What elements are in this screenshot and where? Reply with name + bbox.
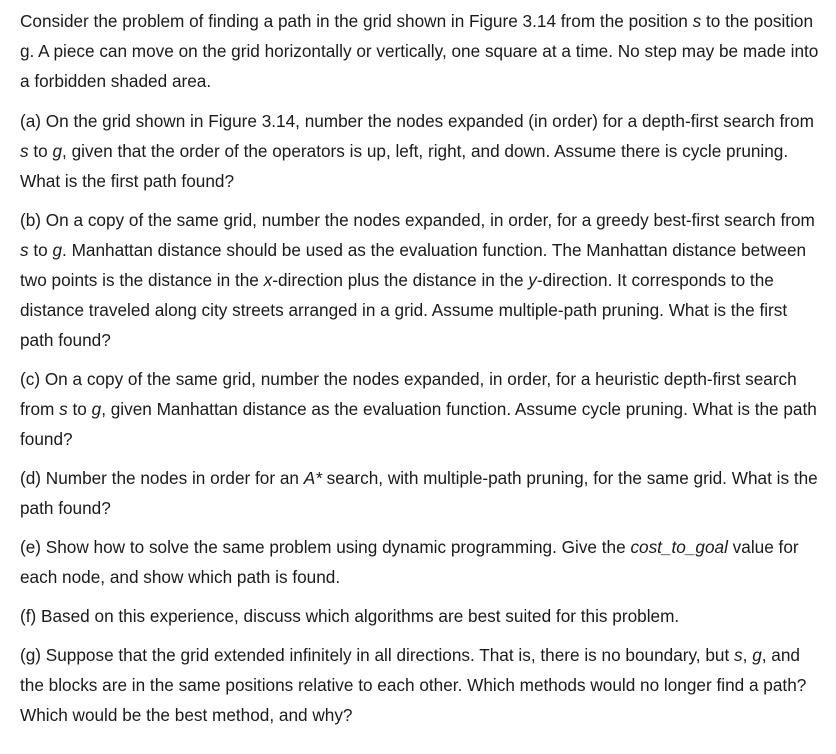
text-run: value for each node, and show which path is found. [20,537,799,587]
text-run: , [742,645,753,665]
text-run: (d) Number the nodes in order for an [20,468,304,488]
text-run: (c) On a copy of the same grid, number the nodes expanded, in order, for a heuristic depth-first search from [20,369,797,419]
question-f [20,601,822,631]
italic-term: A* [303,468,322,488]
italic-term: g [52,141,63,161]
text-run: (e) Show how to solve the same problem using dynamic programming. Give the [20,537,631,557]
question-b [20,205,822,355]
italic-term: cost_to_goal [630,537,728,557]
text-run: -direction plus the distance in the [272,270,529,290]
text-run: (b) On a copy of the same grid, number the nodes expanded, in order, for a greedy best-first search from [20,210,815,230]
italic-term: x [263,270,273,290]
question-g [20,640,822,730]
text-run: search, with multiple-path pruning, for the same grid. What is the path found? [20,468,818,518]
text-run: to [28,240,53,260]
question-a [20,106,822,196]
text-run: -direction. It corresponds to the distance traveled along city streets arranged in a grid. Assume multiple-path pruning. What is the first path found? [20,270,788,350]
text-run: to [28,141,53,161]
italic-term: s [20,240,29,260]
problem-statement [20,6,822,96]
question-e [20,532,822,592]
italic-term: s [734,645,743,665]
text-run: , given that the order of the operators is up, left, right, and down. Assume there is cycle pruning. What is the first path found? [20,141,789,191]
text-run: to [67,399,92,419]
question-c [20,364,822,454]
italic-term: s [20,141,29,161]
text-run: , given Manhattan distance as the evaluation function. Assume cycle pruning. What is the path found? [20,399,817,449]
italic-term: s [692,11,702,31]
text-run: (a) On the grid shown in Figure 3.14, number the nodes expanded (in order) for a depth-first search from [20,111,814,131]
italic-term: g [91,399,102,419]
text-run: . Manhattan distance should be used as the evaluation function. The Manhattan distance between two points is the distance in the [20,240,807,290]
italic-term: g [52,240,63,260]
italic-term: y [528,270,537,290]
question-d [20,463,822,523]
text-run: (f) Based on this experience, discuss which algorithms are best suited for this problem. [20,606,680,626]
text-run: to the position g. A piece can move on the grid horizontally or vertically, one square at a time. No step may be made into a forbidden shaded area. [20,11,819,91]
text-run: Consider the problem of finding a path in the grid shown in Figure 3.14 from the position [20,11,693,31]
italic-term: s [59,399,68,419]
text-run: (g) Suppose that the grid extended infinitely in all directions. That is, there is no boundary, but [20,645,735,665]
italic-term: g [752,645,762,665]
text-run: , and the blocks are in the same positions relative to each other. Which methods would no longer find a path? Which would be the best method, and why? [20,645,807,725]
